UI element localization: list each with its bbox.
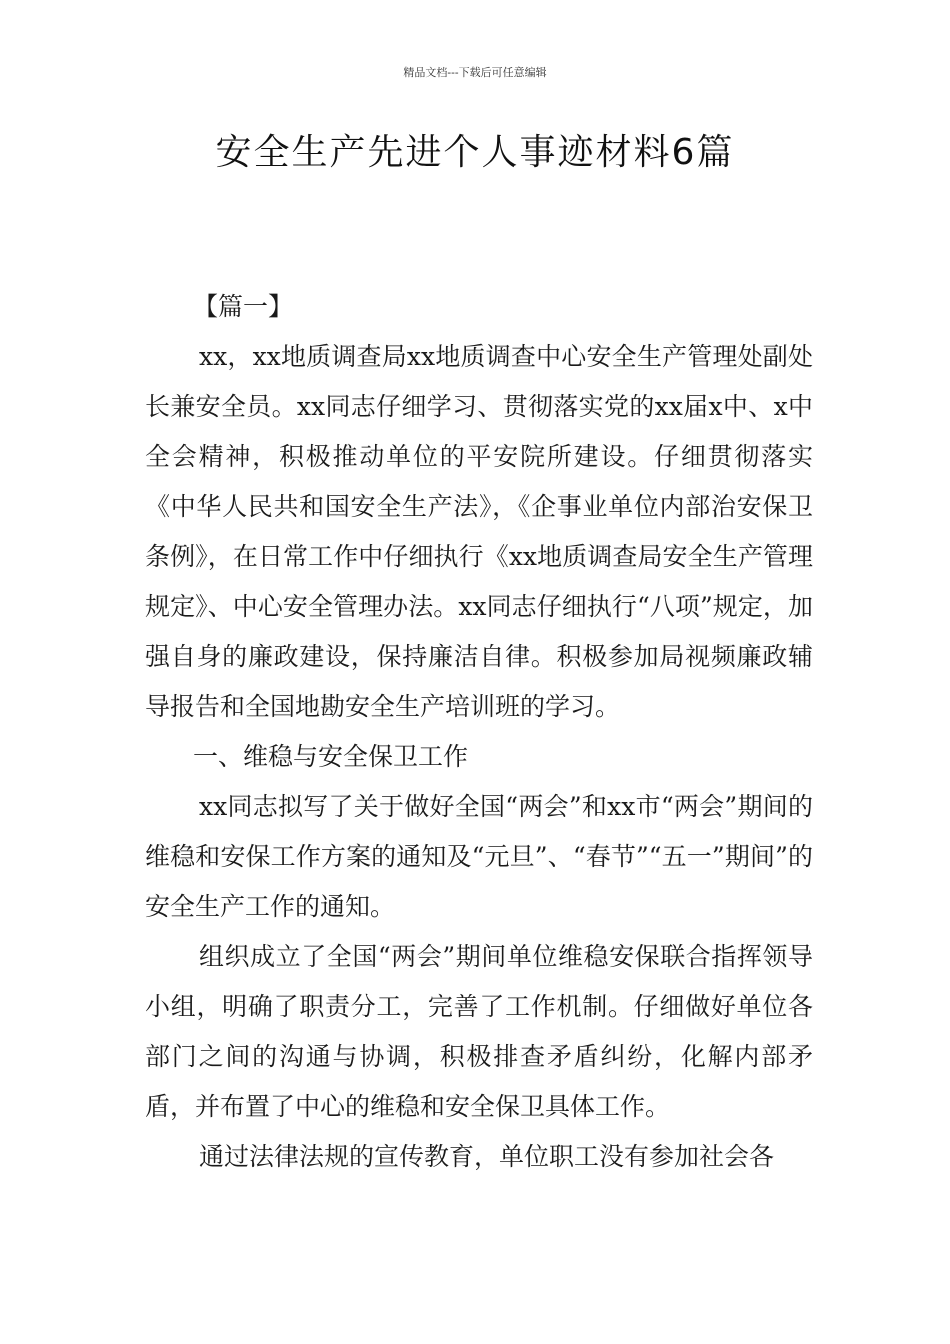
paragraph-intro: xx，xx地质调查局xx地质调查中心安全生产管理处副处长兼安全员。xx同志仔细学习、贯彻落实党的xx届x中、x中全会精神，积极推动单位的平安院所建设。仔细贯彻落实《中华人民共和国安全生产法》，《企事业单位内部治安保卫条例》，在日常工作中仔细执行《xx地质调查局安全生产管理规定》、中心安全管理办法。xx同志仔细执行“八项”规定，加强自身的廉政建设，保持廉洁自律。积极参加局视频廉政辅导报告和全国地勘安全生产培训班的学习。 bbox=[145, 342, 813, 721]
section-heading: 一、维稳与安全保卫工作 bbox=[193, 742, 469, 771]
document-body bbox=[145, 282, 813, 1182]
paragraph-notice: xx同志拟写了关于做好全国“两会”和xx市“两会”期间的维稳和安保工作方案的通知及“元旦”、“春节”“五一”期间”的安全生产工作的通知。 bbox=[145, 792, 813, 921]
paragraph-education: 通过法律法规的宣传教育，单位职工没有参加社会各 bbox=[199, 1142, 775, 1171]
section-label: 【篇一】 bbox=[193, 292, 294, 321]
document-title: 安全生产先进个人事迹材料6篇 bbox=[215, 132, 735, 173]
paragraph-organization: 组织成立了全国“两会”期间单位维稳安保联合指挥领导小组，明确了职责分工，完善了工作机制。仔细做好单位各部门之间的沟通与协调，积极排查矛盾纠纷，化解内部矛盾，并布置了中心的维稳和安全保卫具体工作。 bbox=[145, 942, 813, 1121]
header-note: 精品文档---下载后可任意编辑 bbox=[403, 66, 547, 79]
